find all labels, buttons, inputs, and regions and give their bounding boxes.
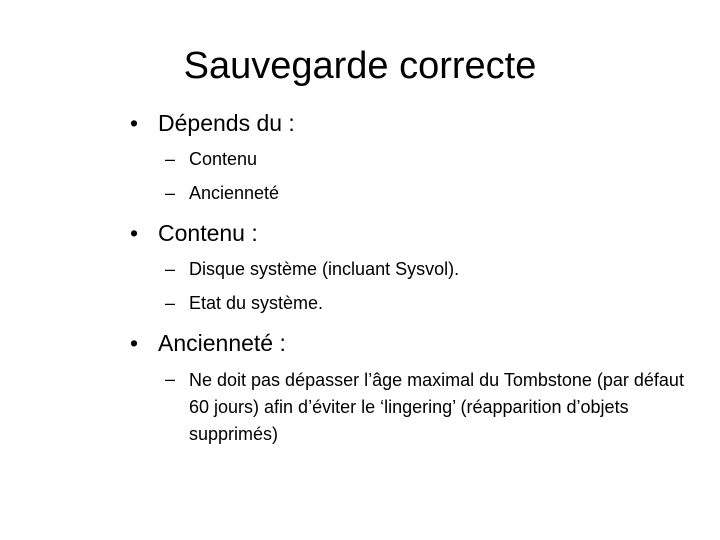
dash-icon: – bbox=[165, 293, 176, 313]
dash-icon: – bbox=[165, 259, 176, 279]
dash-icon: – bbox=[165, 183, 176, 203]
sub-item-label: Etat du système. bbox=[189, 293, 324, 313]
sub-item-label: Ne doit pas dépasser l’âge maximal du Tombstone (par défaut 60 jours) afin d’éviter le ‘lingering’ (réapparition d’objets supprimés) bbox=[189, 370, 684, 444]
dash-icon: – bbox=[165, 369, 176, 389]
sub-item-label: Ancienneté bbox=[189, 183, 280, 203]
bullet-label: Dépends du : bbox=[158, 110, 295, 136]
bullet-icon: • bbox=[130, 110, 139, 136]
bullet-label: Contenu : bbox=[158, 220, 258, 246]
bullet-label: Ancienneté : bbox=[158, 330, 286, 356]
sub-item-label: Contenu bbox=[189, 149, 258, 169]
bullet-icon: • bbox=[130, 220, 139, 246]
bullet-icon: • bbox=[130, 330, 139, 356]
sub-item-label: Disque système (incluant Sysvol). bbox=[189, 259, 460, 279]
slide-title: Sauvegarde correcte bbox=[183, 45, 537, 87]
dash-icon: – bbox=[165, 149, 176, 169]
